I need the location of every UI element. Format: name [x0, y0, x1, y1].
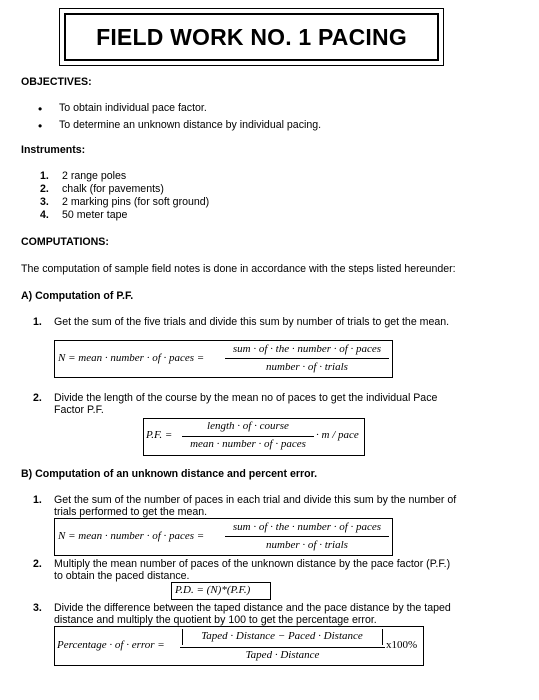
- formula-denominator: Taped · Distance: [245, 649, 320, 661]
- bullet-icon: •: [38, 102, 43, 116]
- step-num: 2.: [33, 558, 42, 570]
- step-text: trials performed to get the mean.: [54, 506, 208, 518]
- instrument-num: 4.: [40, 209, 49, 221]
- formula-numerator: sum · of · the · number · of · paces: [232, 343, 382, 355]
- step-text: Divide the length of the course by the mean no of paces to get the individual Pace: [54, 392, 438, 404]
- bullet-icon: •: [38, 119, 43, 133]
- formula-box: [143, 418, 365, 456]
- objective-item: To determine an unknown distance by individual pacing.: [59, 119, 322, 131]
- formula-lhs: N = mean · number · of · paces =: [58, 352, 205, 364]
- fraction-line: [182, 436, 314, 437]
- formula-box: [54, 518, 393, 556]
- formula-lhs: Percentage · of · error =: [57, 639, 165, 651]
- formula-numerator: length · of · course: [207, 420, 289, 432]
- step-text: Divide the difference between the taped distance and the pace distance by the taped: [54, 602, 451, 614]
- step-num: 2.: [33, 392, 42, 404]
- instrument-num: 3.: [40, 196, 49, 208]
- instrument-item: chalk (for pavements): [62, 183, 164, 195]
- title-box: [59, 8, 444, 66]
- step-text: Factor P.F.: [54, 404, 104, 416]
- objectives-heading: OBJECTIVES:: [21, 76, 92, 88]
- formula-rhs: · m / pace: [316, 429, 359, 441]
- instruments-heading: Instruments:: [21, 144, 86, 156]
- fraction-line: [225, 358, 389, 359]
- step-text: Get the sum of the number of paces in each trial and divide this sum by the number of: [54, 494, 457, 506]
- step-num: 3.: [33, 602, 42, 614]
- formula-lhs: P.F. =: [146, 429, 173, 441]
- computations-intro: The computation of sample field notes is done in accordance with the steps listed hereunder:: [21, 263, 456, 275]
- step-text: distance and multiply the quotient by 100 to get the percentage error.: [54, 614, 377, 626]
- formula-denominator: number · of · trials: [266, 361, 348, 373]
- formula-denominator: number · of · trials: [266, 539, 348, 551]
- formula-text: P.D. = (N)*(P.F.): [175, 584, 251, 596]
- formula-numerator: Taped · Distance − Paced · Distance: [201, 630, 363, 642]
- section-a-heading: A) Computation of P.F.: [21, 290, 134, 302]
- instrument-num: 1.: [40, 170, 49, 182]
- instrument-item: 50 meter tape: [62, 209, 128, 221]
- step-num: 1.: [33, 316, 42, 328]
- step-text: to obtain the paced distance.: [54, 570, 190, 582]
- instrument-item: 2 range poles: [62, 170, 127, 182]
- formula-box: [54, 340, 393, 378]
- abs-bar-right: [382, 629, 383, 645]
- formula-denominator: mean · number · of · paces: [190, 438, 306, 450]
- fraction-line: [225, 536, 389, 537]
- formula-box: [54, 626, 424, 666]
- objective-item: To obtain individual pace factor.: [59, 102, 207, 114]
- computations-heading: COMPUTATIONS:: [21, 236, 109, 248]
- fraction-line: [180, 647, 385, 648]
- instrument-item: 2 marking pins (for soft ground): [62, 196, 210, 208]
- formula-box: [171, 582, 271, 600]
- page-title: FIELD WORK NO. 1 PACING: [64, 13, 439, 61]
- formula-rhs: x100%: [386, 639, 418, 651]
- formula-numerator: sum · of · the · number · of · paces: [232, 521, 382, 533]
- step-text: Multiply the mean number of paces of the unknown distance by the pace factor (P.F.): [54, 558, 451, 570]
- step-num: 1.: [33, 494, 42, 506]
- formula-lhs: N = mean · number · of · paces =: [58, 530, 205, 542]
- instrument-num: 2.: [40, 183, 49, 195]
- section-b-heading: B) Computation of an unknown distance and percent error.: [21, 468, 318, 480]
- step-text: Get the sum of the five trials and divide this sum by number of trials to get the mean.: [54, 316, 450, 328]
